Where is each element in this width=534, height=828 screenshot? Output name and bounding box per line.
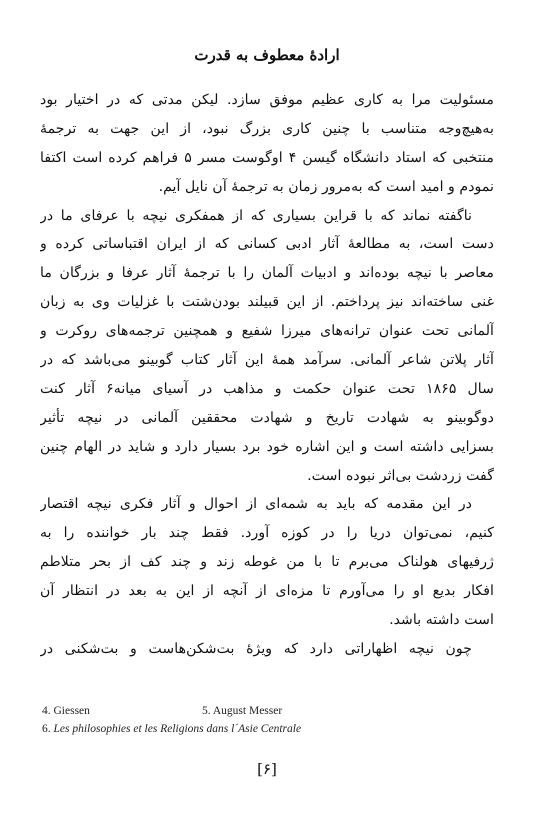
text-line: آثار پلاتن شاعر آلمانی. سرآمد همهٔ این آثار کتاب گوبینو می‌باشد که در xyxy=(40,352,494,369)
text-line: به‌هیچ‌وجه متناسب با چنین کاری بزرگ نبود، از این جهت به ترجمهٔ xyxy=(40,120,494,137)
text-line: چون نیچه اظهاراتی دارد که ویژهٔ بت‌شکن‌هاست و بت‌شکنی در xyxy=(40,640,472,657)
text-line: آلمانی تحت عنوان ترانه‌های میرزا شفیع و همچنین ترجمه‌های روکرت و xyxy=(40,323,494,340)
footnote-5: 5. August Messer xyxy=(202,705,283,717)
text-line: است داشته باشد. xyxy=(389,612,494,629)
text-line: بسزایی داشته است و این اشاره خود برد بسیار دارد و شاید در الهام چنین xyxy=(40,438,494,455)
text-line: معاصر با نیچه بوده‌اند و ادبیات آلمان را با ترجمهٔ آثار عرفا و بزرگان ما xyxy=(40,265,494,282)
paragraph-2 xyxy=(40,202,494,491)
text-line: نمودم و امید است که به‌مرور زمان به ترجمهٔ آن نایل آیم. xyxy=(158,178,494,195)
body-text xyxy=(40,86,494,664)
text-line: ناگفته نماند که با قراین بسیاری که از همفکری نیچه با عرفای ما در xyxy=(40,207,472,224)
text-line: سال ۱۸۶۵ تحت عنوان حکمت و مذاهب در آسیای میانه۶ آثار کنت xyxy=(40,380,494,397)
footnote-6 xyxy=(42,720,502,738)
page-number: [۶] xyxy=(257,760,277,778)
text-line: گفت زردشت بی‌اثر نبوده است. xyxy=(307,467,494,484)
text-line: در این مقدمه که باید به شمه‌ای از احوال و آثار فکری نیچه اقتصار xyxy=(40,496,472,513)
running-header: ارادهٔ معطوف به قدرت xyxy=(194,46,340,64)
footnote-4: 4. Giessen xyxy=(42,705,90,717)
footnote-6-number: 6. xyxy=(42,723,51,735)
paragraph-1 xyxy=(40,86,494,202)
footnote-6-title: Les philosophies et les Religions dans l´Asie Centrale xyxy=(53,723,302,735)
text-line: افکار بدیع او را می‌آورم تا مزه‌ای از آنچه از این به بعد در انتظار آن xyxy=(40,583,494,600)
footnote-row xyxy=(42,702,502,720)
text-line: مسئولیت مرا به کاری عظیم موفق سازد. لیکن مدتی که در اختیار بود xyxy=(40,92,494,108)
paragraph-4 xyxy=(40,635,494,664)
paragraph-3 xyxy=(40,490,494,634)
text-line: دوگوبینو به شهادت تاریخ و شهادت محققین آلمانی در نیچه تأثیر xyxy=(40,409,494,426)
text-line: کنیم، نمی‌توان دریا را در کوزه آورد. فقط چند بار خواننده را به xyxy=(40,525,494,542)
text-line: دست است، به مطالعهٔ آثار ادبی کسانی که از ایران اقتباساتی کرده و xyxy=(40,236,494,253)
text-line: منتخبی که استاد دانشگاه گیسن ۴ اوگوست مسر ۵ فراهم کرده است اکتفا xyxy=(40,149,494,166)
footnotes xyxy=(42,702,502,738)
text-line: غنی ساخته‌اند نیز پرداختم. از این قبیلند بودن‌شتت با غزلیات وی به زبان xyxy=(40,294,494,311)
text-line: ژرفیهای هولناک می‌برم تا با من غوطه زند و چند کف از بحر متلاطم xyxy=(40,554,494,571)
